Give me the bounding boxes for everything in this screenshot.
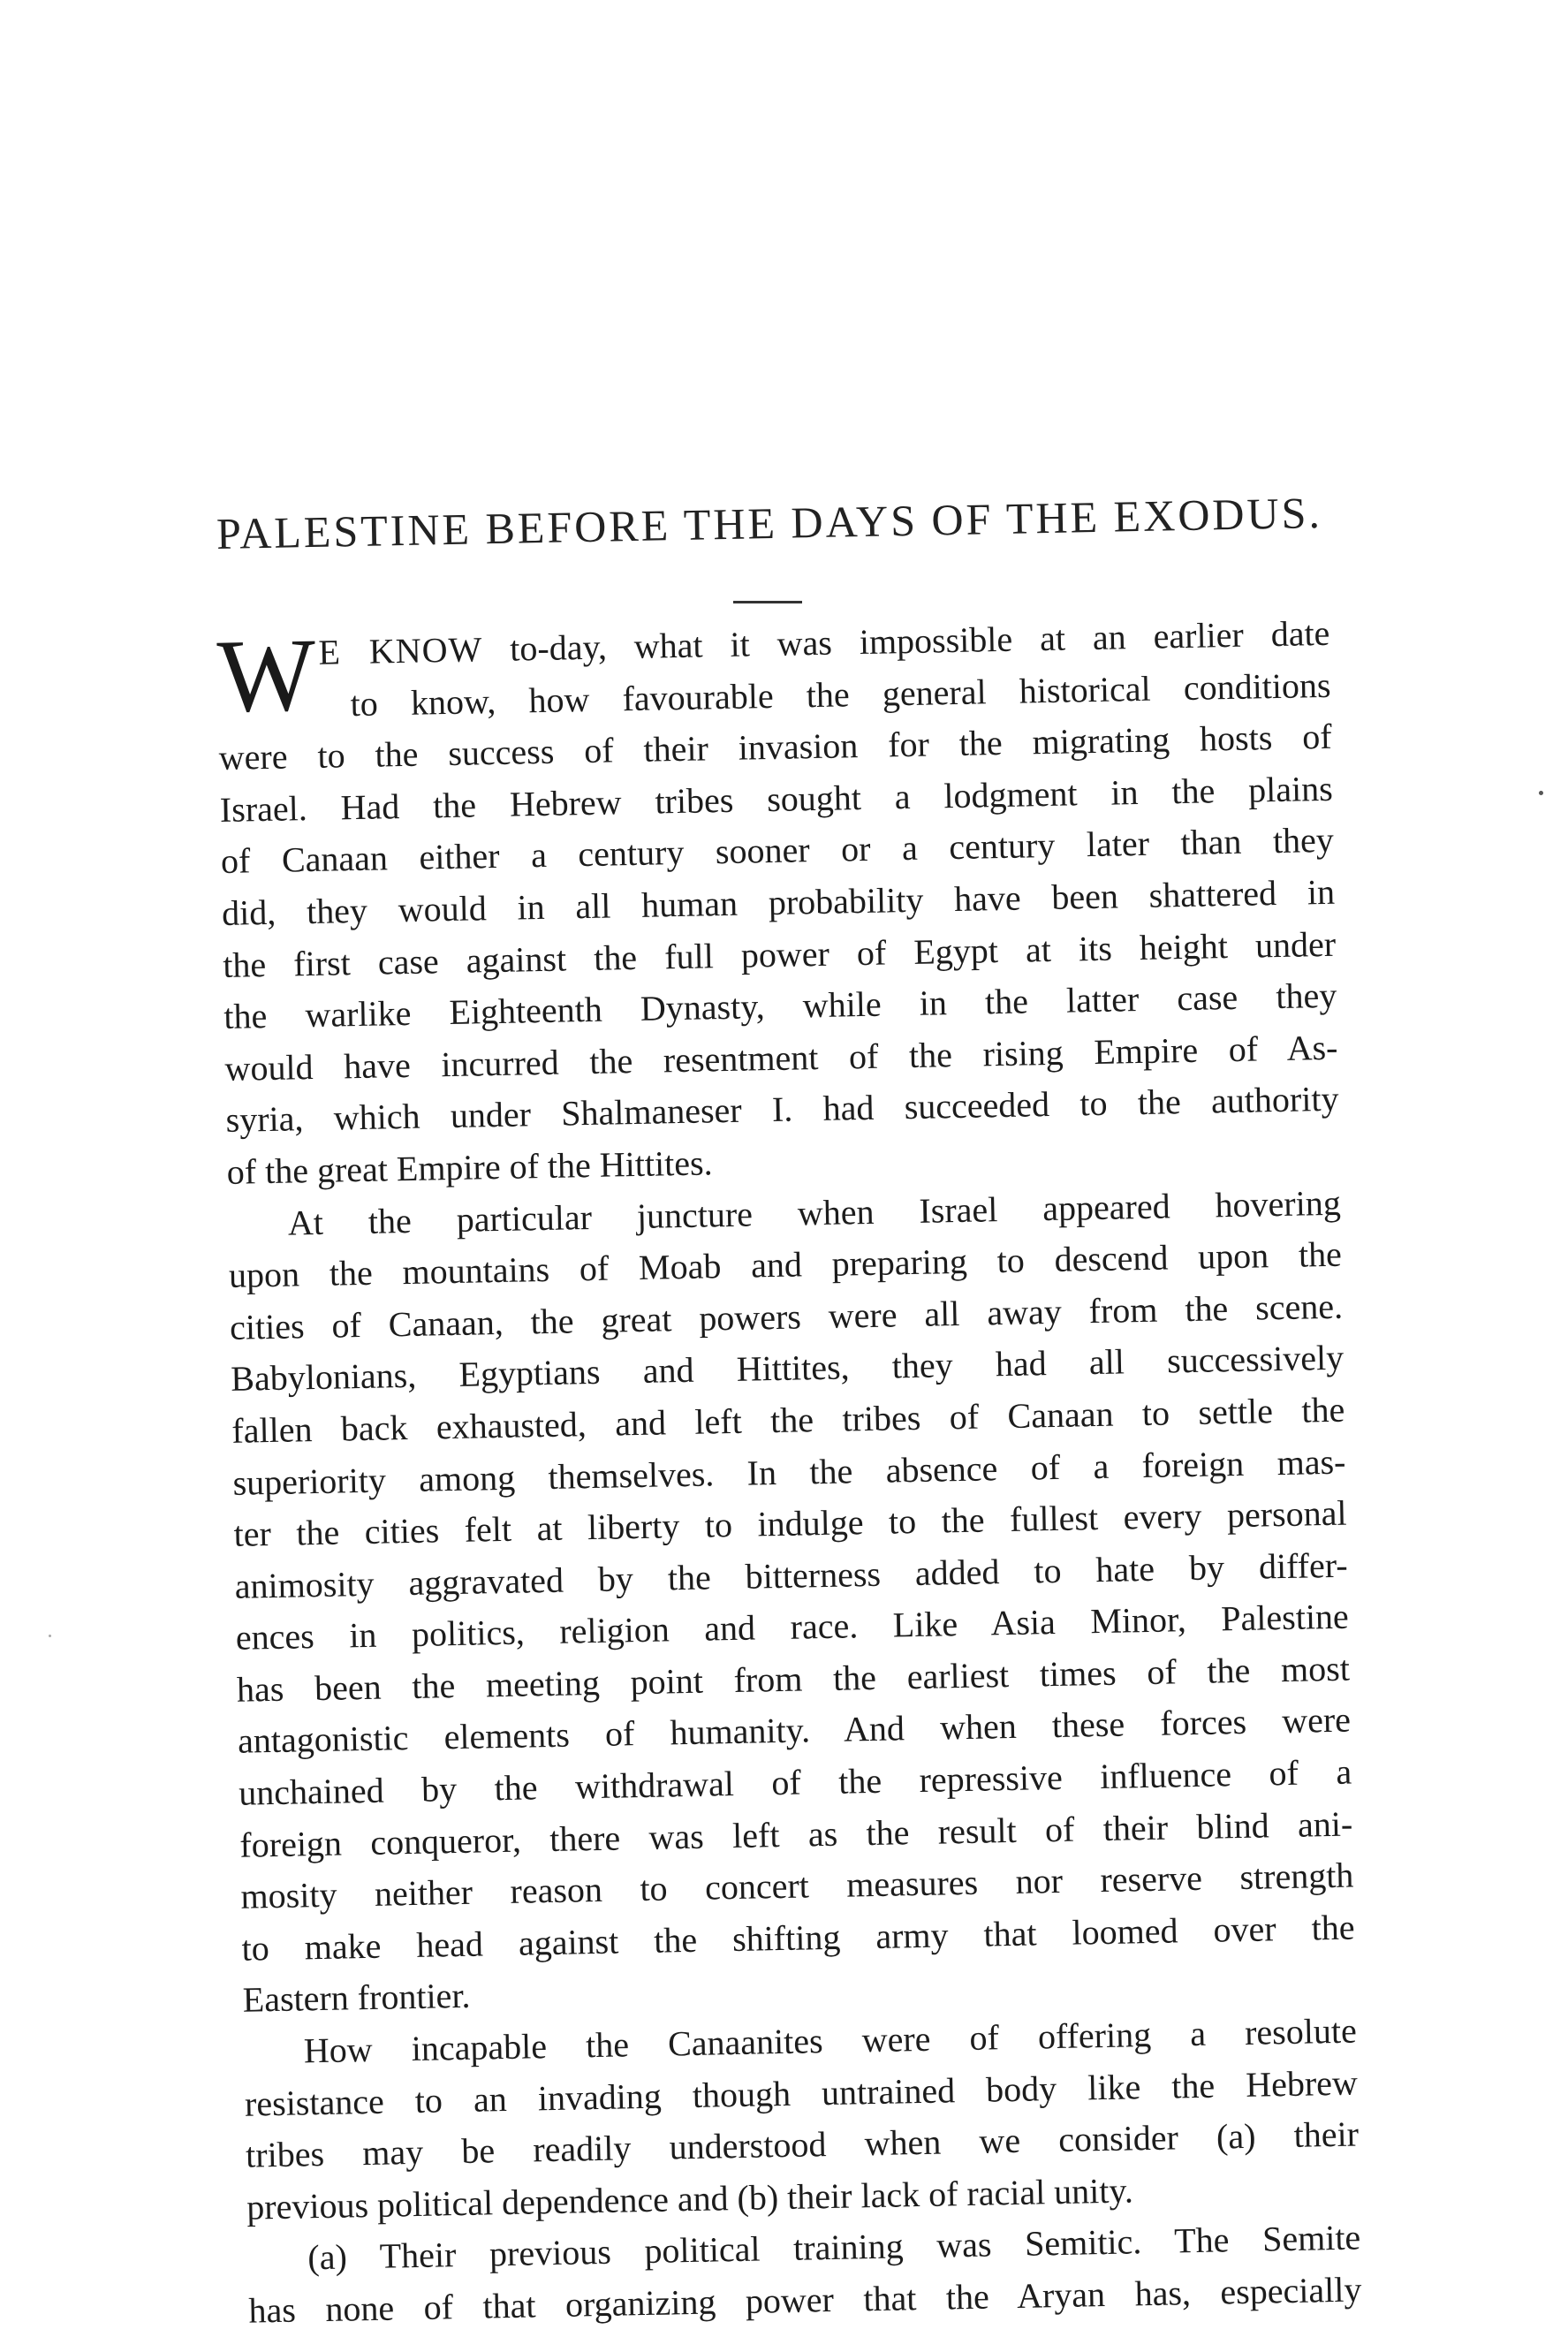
text-line: the warlike Eighteenth Dynasty, while in the latter case they [223,975,1337,1037]
text-line: of Canaan either a century sooner or a century later than they [220,820,1335,882]
text-line: would have incurred the resentment of the rising Empire of As- [224,1027,1338,1089]
title-divider [733,601,802,603]
text-line: Eastern frontier. [242,1976,471,2021]
text-line: animosity aggravated by the bitterness added to hate by differ- [234,1544,1348,1606]
text-line: ences in politics, religion and race. Like Asia Minor, Palestine [235,1596,1350,1658]
text-line-2: to know, how favourable the general historical conditions [350,664,1331,724]
text-line: cities of Canaan, the great powers were all away from the scene. [229,1286,1344,1347]
text-line: tribes may be readily understood when we consider (a) their [245,2113,1360,2175]
scan-speck [1539,791,1543,795]
text-line: has been the meeting point from the earliest times of the most [236,1648,1351,1710]
text-line: mosity neither reason to concert measures nor reserve strength [240,1855,1354,1916]
text-line: syria, which under Shalmaneser I. had succeeded to the authority [225,1079,1339,1141]
text-line: did, they would in all human probability have been shattered in [221,871,1336,933]
drop-cap: W [216,616,317,734]
text-line: resistance to an invading though untrained body like the Hebrew [244,2062,1359,2124]
text-line: (a) Their previous political training was Semitic. The Semite [307,2217,1361,2278]
text-line: At the particular juncture when Israel appeared hovering [287,1182,1342,1243]
text-line: Babylonians, Egyptians and Hittites, they had all successively [230,1337,1345,1400]
text-line: were to the success of their invasion for the migrating hosts of [218,716,1332,778]
text-line: superiority among themselves. In the absence of a foreign mas- [232,1441,1346,1503]
text-line: foreign conqueror, there was left as the result of their blind ani- [239,1803,1353,1865]
text-line: the first case against the full power of Egypt at its height under [222,923,1337,985]
text-line: to make head against the shifting army that loomed over the [241,1907,1355,1969]
text-line: upon the mountains of Moab and preparing to descend upon the [228,1233,1343,1295]
first-line-rest: to-day, what it was impossible at an earlier date [481,612,1330,670]
text-line: fallen back exhausted, and left the tribes of Canaan to settle the [231,1389,1345,1451]
text-line: ter the cities felt at liberty to indulge to the fullest every personal [233,1492,1347,1554]
text-line: antagonistic elements of humanity. And when these forces were [237,1700,1352,1762]
text-line: Israel. Had the Hebrew tribes sought a lodgment in the plains [219,768,1334,830]
body-text [216,608,1362,2337]
text-line: previous political dependence and (b) their lack of racial unity. [246,2170,1134,2227]
text-line: How incapable the Canaanites were of offering a resolute [303,2010,1358,2071]
chapter-title: PALESTINE BEFORE THE DAYS OF THE EXODUS. [216,487,1323,558]
scan-speck [49,1635,51,1637]
text-line: of the great Empire of the Hittites. [226,1142,713,1192]
text-line: unchained by the withdrawal of the repressive influence of a [238,1751,1352,1813]
text-line: has none of that organizing power that the Aryan has, especially [248,2269,1362,2331]
lead-caps: E KNOW [318,629,483,672]
